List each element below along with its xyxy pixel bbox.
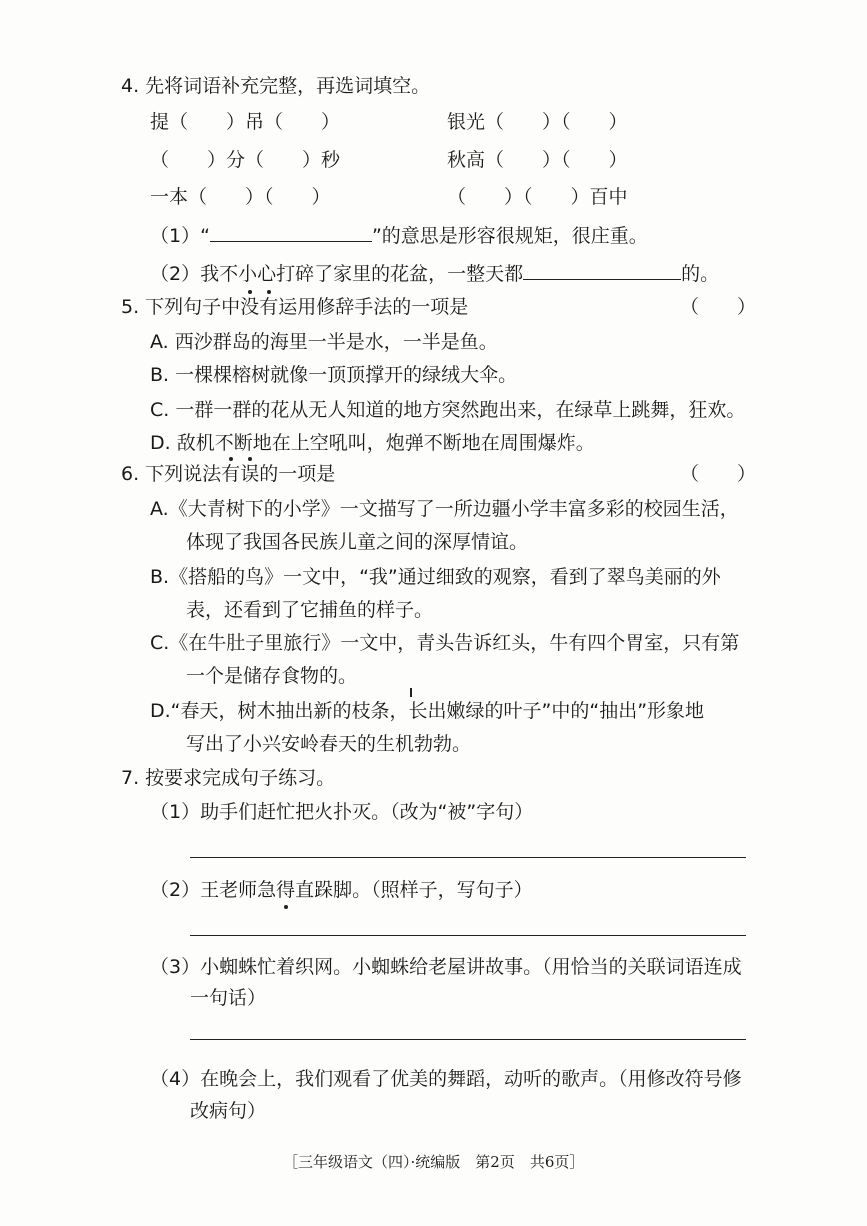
q6-option-c-line2: 一个是储存食物的。 [186, 665, 358, 687]
q4-word-1: 提（ ）吊（ ） [150, 111, 341, 133]
q4-title: 4. 先将词语补充完整，再选词填空。 [121, 75, 431, 97]
q7-s2-part-a: （2）王老师急 [150, 879, 277, 901]
q6-option-d-line2: 写出了小兴安岭春天的生机勃勃。 [186, 733, 472, 755]
q7-answer-line-1[interactable] [190, 857, 746, 858]
q6-option-a-line1: A.《大青树下的小学》一文描写了一所边疆小学丰富多彩的校园生活， [150, 498, 739, 520]
q7-s2-emphasis: 得 [276, 879, 296, 901]
q7-sentence-2 [150, 875, 533, 902]
q6-option-d-line1: D.“春天，树木抽出新的枝条，长出嫩绿的叶子”中的“抽出”形象地 [150, 700, 705, 722]
q7-title: 7. 按要求完成句子练习。 [121, 767, 336, 789]
q6-tick-mark [410, 688, 412, 697]
q6-answer-paren[interactable]: （ ） [680, 463, 757, 485]
q5-title-part-b: 运用修辞手法的一项是 [278, 296, 469, 318]
q7-sentence-4-line2: 改病句） [190, 1100, 267, 1122]
q5-title-part-a: 5. 下列句子中 [121, 296, 241, 318]
q4-s2-suffix: 的。 [681, 263, 720, 285]
q5-title [121, 292, 468, 319]
q6-option-b-line2: 表，还看到了它捕鱼的样子。 [186, 599, 434, 621]
q6-emphasis-2: 误 [240, 463, 260, 485]
q7-answer-line-3[interactable] [190, 1039, 746, 1040]
q5-option-c: C. 一群一群的花从无人知道的地方突然跑出来，在绿草上跳舞，狂欢。 [150, 399, 746, 421]
page-footer: ［三年级语文（四）·统编版 第2页 共6页］ [283, 1153, 585, 1171]
q4-s1-prefix: （1）“ [150, 225, 210, 247]
q7-sentence-4-line1: （4）在晚会上，我们观看了优美的舞蹈，动听的歌声。（用修改符号修 [150, 1068, 742, 1090]
q6-option-b-line1: B.《搭船的鸟》一文中，“我”通过细致的观察，看到了翠鸟美丽的外 [150, 566, 721, 588]
q7-sentence-3-line2: 一句话） [190, 987, 267, 1009]
q5-answer-paren[interactable]: （ ） [680, 296, 757, 318]
q5-option-a: A. 西沙群岛的海里一半是水，一半是鱼。 [150, 331, 498, 353]
q7-sentence-1: （1）助手们赶忙把火扑灭。（改为“被”字句） [150, 801, 534, 823]
q4-sentence-1 [150, 221, 648, 248]
q6-title-part-b: 的一项是 [259, 463, 336, 485]
q4-s1-suffix: ”的意思是形容很规矩，很庄重。 [371, 225, 648, 247]
q5-emphasis-2: 有 [259, 296, 279, 318]
q6-option-a-line2: 体现了我国各民族儿童之间的深厚情谊。 [186, 531, 529, 553]
q4-s1-blank[interactable] [210, 240, 372, 242]
q4-word-4: 秋高（ ）（ ） [447, 149, 628, 171]
q6-title [121, 459, 335, 486]
q7-s2-part-b: 直跺脚。（照样子，写句子） [295, 879, 533, 901]
q4-word-5: 一本（ ）（ ） [150, 186, 331, 208]
q5-emphasis-1: 没 [240, 296, 260, 318]
q4-word-2: 银光（ ）（ ） [447, 111, 628, 133]
q7-sentence-3-line1: （3）小蜘蛛忙着织网。小蜘蛛给老屋讲故事。（用恰当的关联词语连成 [150, 956, 742, 978]
q4-word-3: （ ）分（ ）秒 [150, 149, 341, 171]
q5-option-b: B. 一棵棵榕树就像一顶顶撑开的绿绒大伞。 [150, 364, 518, 386]
q6-option-c-line1: C.《在牛肚子里旅行》一文中，青头告诉红头，牛有四个胃室，只有第 [150, 632, 740, 654]
q4-s2-blank[interactable] [523, 278, 681, 280]
q6-title-part-a: 6. 下列说法 [121, 463, 222, 485]
q6-emphasis-1: 有 [221, 463, 241, 485]
q7-answer-line-2[interactable] [190, 935, 746, 936]
q4-s2-prefix: （2）我不小心打碎了家里的花盆，一整天都 [150, 263, 524, 285]
q4-sentence-2 [150, 259, 719, 286]
q4-word-6: （ ）（ ）百中 [447, 186, 628, 208]
q5-option-d: D. 敌机不断地在上空吼叫，炮弹不断地在周围爆炸。 [150, 432, 595, 454]
